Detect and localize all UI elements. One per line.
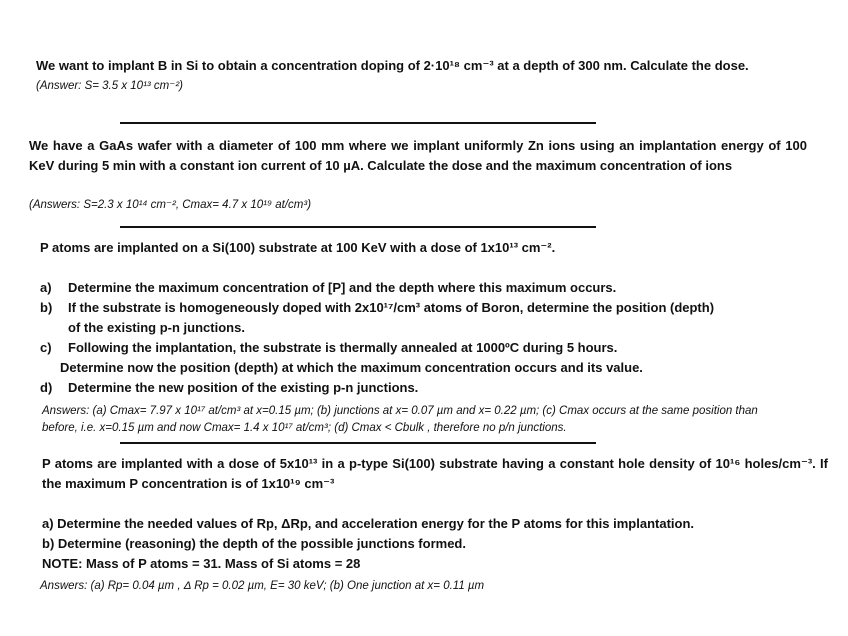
divider xyxy=(120,122,596,124)
problem3-answer: Answers: (a) Cmax= 7.97 x 10¹⁷ at/cm³ at x=0.15 µm; (b) junctions at x= 0.07 µm and x= 0.22 µm; (c) Cmax occurs at the same position than before, i.e. x=0.15 µm and now Cmax= 1.4 x 10¹⁷ at/cm³; (d) Cmax < Cbulk , therefore no p/n junctions. xyxy=(42,405,758,434)
problem2-statement: We have a GaAs wafer with a diameter of 100 mm where we implant uniformly Zn ions using an implantation energy of 100 KeV during 5 min with a constant ion current of 10 µA. Calculate the dose and the maximum concentration of ions xyxy=(29,138,807,173)
item-text: Determine the maximum concentration of [P] and the depth where this maximum occurs. xyxy=(68,280,617,295)
list-item xyxy=(40,378,720,398)
problem4-items xyxy=(42,514,822,574)
item-text: Following the implantation, the substrate is thermally annealed at 1000ºC during 5 hours. xyxy=(68,340,618,355)
list-item xyxy=(40,338,720,358)
item-text: If the substrate is homogeneously doped with 2x10¹⁷/cm³ atoms of Boron, determine the position (depth) of the existing p-n junctions. xyxy=(68,300,715,335)
list-item: b) Determine (reasoning) the depth of the possible junctions formed. xyxy=(42,536,466,551)
list-item xyxy=(40,298,720,338)
problem4-intro: P atoms are implanted with a dose of 5x10¹³ in a p-type Si(100) substrate having a constant hole density of 10¹⁶ holes/cm⁻³. If the maximum P concentration is of 1x10¹⁹ cm⁻³ xyxy=(42,456,828,491)
list-item xyxy=(40,278,720,298)
problem2-answer: (Answers: S=2.3 x 10¹⁴ cm⁻², Cmax= 4.7 x 10¹⁹ at/cm³) xyxy=(29,199,312,211)
item-label: c) xyxy=(40,340,52,355)
problem3-items xyxy=(40,278,720,398)
divider xyxy=(120,442,596,444)
problem4-note: NOTE: Mass of P atoms = 31. Mass of Si atoms = 28 xyxy=(42,556,361,571)
divider xyxy=(120,226,596,228)
problem3-intro: P atoms are implanted on a Si(100) substrate at 100 KeV with a dose of 1x10¹³ cm⁻². xyxy=(40,240,556,255)
item-text: Determine the new position of the existing p-n junctions. xyxy=(68,380,419,395)
problem4-answer: Answers: (a) Rp= 0.04 µm , Δ Rp = 0.02 µm, E= 30 keV; (b) One junction at x= 0.11 µm xyxy=(40,580,485,592)
problem1-statement xyxy=(36,56,826,76)
problem1-text: We want to implant B in Si to obtain a concentration doping of 2·10¹⁸ cm⁻³ at a depth of 300 nm. Calculate the dose. xyxy=(36,58,749,73)
item-text: Determine now the position (depth) at which the maximum concentration occurs and its value. xyxy=(60,360,643,375)
item-label: d) xyxy=(40,380,53,395)
problem1-answer: (Answer: S= 3.5 x 10¹³ cm⁻²) xyxy=(36,80,183,92)
item-label: b) xyxy=(40,300,53,315)
list-item xyxy=(40,358,720,378)
item-label: a) xyxy=(40,280,52,295)
list-item: a) Determine the needed values of Rp, ΔRp, and acceleration energy for the P atoms for this implantation. xyxy=(42,516,695,531)
